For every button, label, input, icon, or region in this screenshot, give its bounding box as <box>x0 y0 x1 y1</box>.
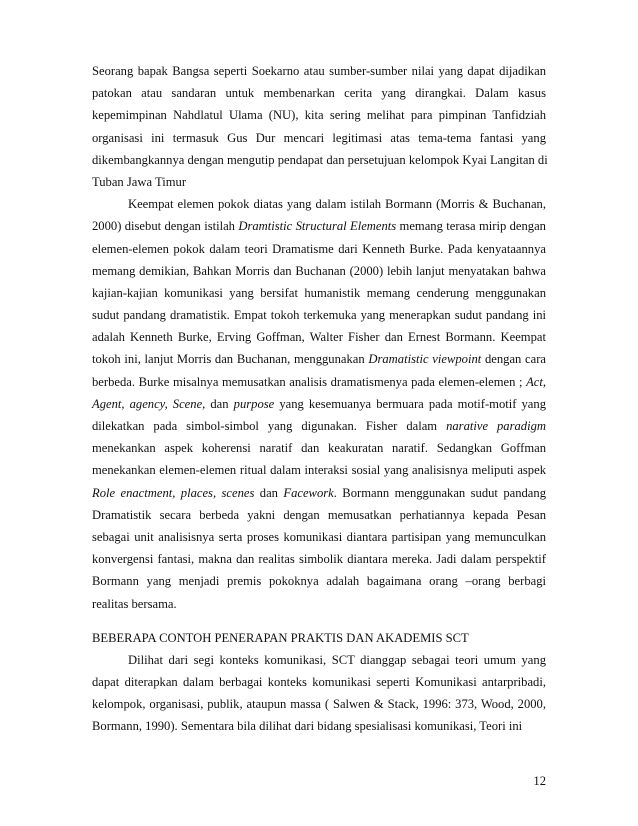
text-segment: memang demikian, Bahkan Morris dan Buchanan (2000) lebih lanjut menyatakan bahwa <box>92 263 546 278</box>
text-line <box>92 393 546 415</box>
text-segment: tokoh ini, lanjut Morris dan Buchanan, menggunakan <box>92 352 369 367</box>
text-segment: dengan cara <box>481 352 546 367</box>
text-segment: dapat diterapkan dalam berbagai konteks komunikasi seperti Komunikasi antarpribadi, <box>92 674 546 689</box>
text-segment: dan <box>254 485 284 500</box>
text-line <box>92 193 546 215</box>
paragraph-fantasy-themes <box>92 60 546 193</box>
text-segment: memang terasa mirip dengan <box>396 219 546 234</box>
text-line <box>92 437 546 459</box>
text-line <box>92 693 546 715</box>
italic-term: Agent, agency, Scene, <box>92 396 206 411</box>
text-segment: Seorang bapak Bangsa seperti Soekarno atau sumber-sumber nilai yang dapat dijadikan <box>92 64 546 78</box>
document-page <box>92 60 546 737</box>
section-spacer <box>92 615 546 627</box>
text-line <box>92 371 546 393</box>
text-line <box>92 671 546 693</box>
text-line <box>92 459 546 481</box>
text-segment: patokan atau sandaran untuk membenarkan cerita yang dirangkai. Dalam kasus <box>92 86 546 101</box>
text-segment: kepemimpinan Nahdlatul Ulama (NU), kita sering melihat para pimpinan Tanfidziah <box>92 108 546 123</box>
text-line <box>92 526 546 548</box>
text-segment: sudut pandang dramatistik. Empat tokoh terkemuka yang menerapkan sudut pandang ini <box>92 308 546 323</box>
text-line <box>92 215 546 237</box>
text-line <box>92 171 546 193</box>
text-line <box>92 304 546 326</box>
text-segment: dikembangkannya dengan mengutip pendapat dan persetujuan kelompok Kyai Langitan di <box>92 152 548 167</box>
text-line <box>92 60 546 82</box>
text-segment: elemen-elemen pokok dalam teori Dramatisme dari Kenneth Burke. Pada kenyataannya <box>92 241 546 256</box>
text-segment: adalah Kenneth Burke, Erving Goffman, Walter Fisher dan Ernest Bormann. Keempat <box>92 330 546 345</box>
text-line <box>92 149 546 171</box>
text-segment: yang kesemuanya bermuara pada motif-motif yang <box>274 396 546 411</box>
text-line <box>92 127 546 149</box>
text-segment: Keempat elemen pokok diatas yang dalam istilah Bormann (Morris & Buchanan, <box>128 197 546 212</box>
text-segment: berbeda. Burke misalnya memusatkan analisis dramatismenya pada elemen-elemen ; <box>92 374 527 389</box>
text-segment: dilekatkan pada simbol-simbol yang digunakan. Fisher dalam <box>92 419 447 433</box>
italic-term: Role enactment, places, scenes <box>92 485 255 500</box>
text-line <box>92 548 546 570</box>
text-segment: menekankan elemen-elemen ritual dalam interaksi sosial yang analisisnya meliputi aspek <box>92 463 546 478</box>
text-segment: kelompok, organisasi, publik, ataupun massa ( Salwen & Stack, 1996: 373, Wood, 2000, <box>92 697 546 712</box>
text-line <box>92 260 546 282</box>
text-line <box>92 282 546 304</box>
text-segment: sebagai unit analisisnya serta proses komunikasi diantara partisipan yang memunculkan <box>92 529 546 544</box>
paragraph-sct-application <box>92 649 546 738</box>
paragraph-dramatistic-elements <box>92 193 546 615</box>
text-line <box>92 715 546 737</box>
italic-term: purpose <box>233 396 275 411</box>
text-segment: kajian-kajian komunikasi yang bersifat humanistik memang cenderung menggunakan <box>92 285 546 300</box>
text-segment: Tuban Jawa Timur <box>92 174 187 189</box>
text-line <box>92 570 546 592</box>
text-line <box>92 593 546 615</box>
text-segment: Bormann, 1990). Sementara bila dilihat dari bidang spesialisasi komunikasi, Teori ini <box>92 719 523 734</box>
page-number: 12 <box>533 774 546 788</box>
text-segment: menekankan aspek koherensi naratif dan keakuratan naratif. Sedangkan Goffman <box>92 441 546 456</box>
text-line <box>92 326 546 348</box>
text-line <box>92 82 546 104</box>
text-line <box>92 415 546 437</box>
text-line <box>92 504 546 526</box>
text-segment: organisasi ini termasuk Gus Dur mencari legitimasi atas tema-tema fantasi yang <box>92 130 546 145</box>
text-line <box>92 348 546 370</box>
text-line <box>92 238 546 260</box>
italic-term: Facework <box>283 485 334 500</box>
text-segment: konvergensi fantasi, makna dan realitas simbolik diantara mereka. Jadi dalam perspektif <box>92 552 546 567</box>
text-segment: Dilihat dari segi konteks komunikasi, SCT dianggap sebagai teori umum yang <box>128 652 546 667</box>
italic-term: Act, <box>526 374 546 389</box>
italic-term: Dramatistic viewpoint <box>368 352 482 367</box>
text-line <box>92 482 546 504</box>
text-segment: dan <box>205 396 234 411</box>
text-line <box>92 649 546 671</box>
text-segment: Dramatistik secara berbeda yakni dengan memusatkan perhatiannya kepada Pesan <box>92 507 546 522</box>
italic-term: narative paradigm <box>446 419 546 433</box>
text-segment: 2000) disebut dengan istilah <box>92 219 239 234</box>
section-heading: BEBERAPA CONTOH PENERAPAN PRAKTIS DAN AKADEMIS SCT <box>92 630 469 645</box>
text-segment: Bormann yang menjadi premis pokoknya adalah bagaimana orang –orang berbagi <box>92 574 546 589</box>
text-segment: . Bormann menggunakan sudut pandang <box>333 485 546 500</box>
text-segment: realitas bersama. <box>92 596 177 611</box>
text-line <box>92 104 546 126</box>
italic-term: Dramtistic Structural Elements <box>238 219 397 234</box>
